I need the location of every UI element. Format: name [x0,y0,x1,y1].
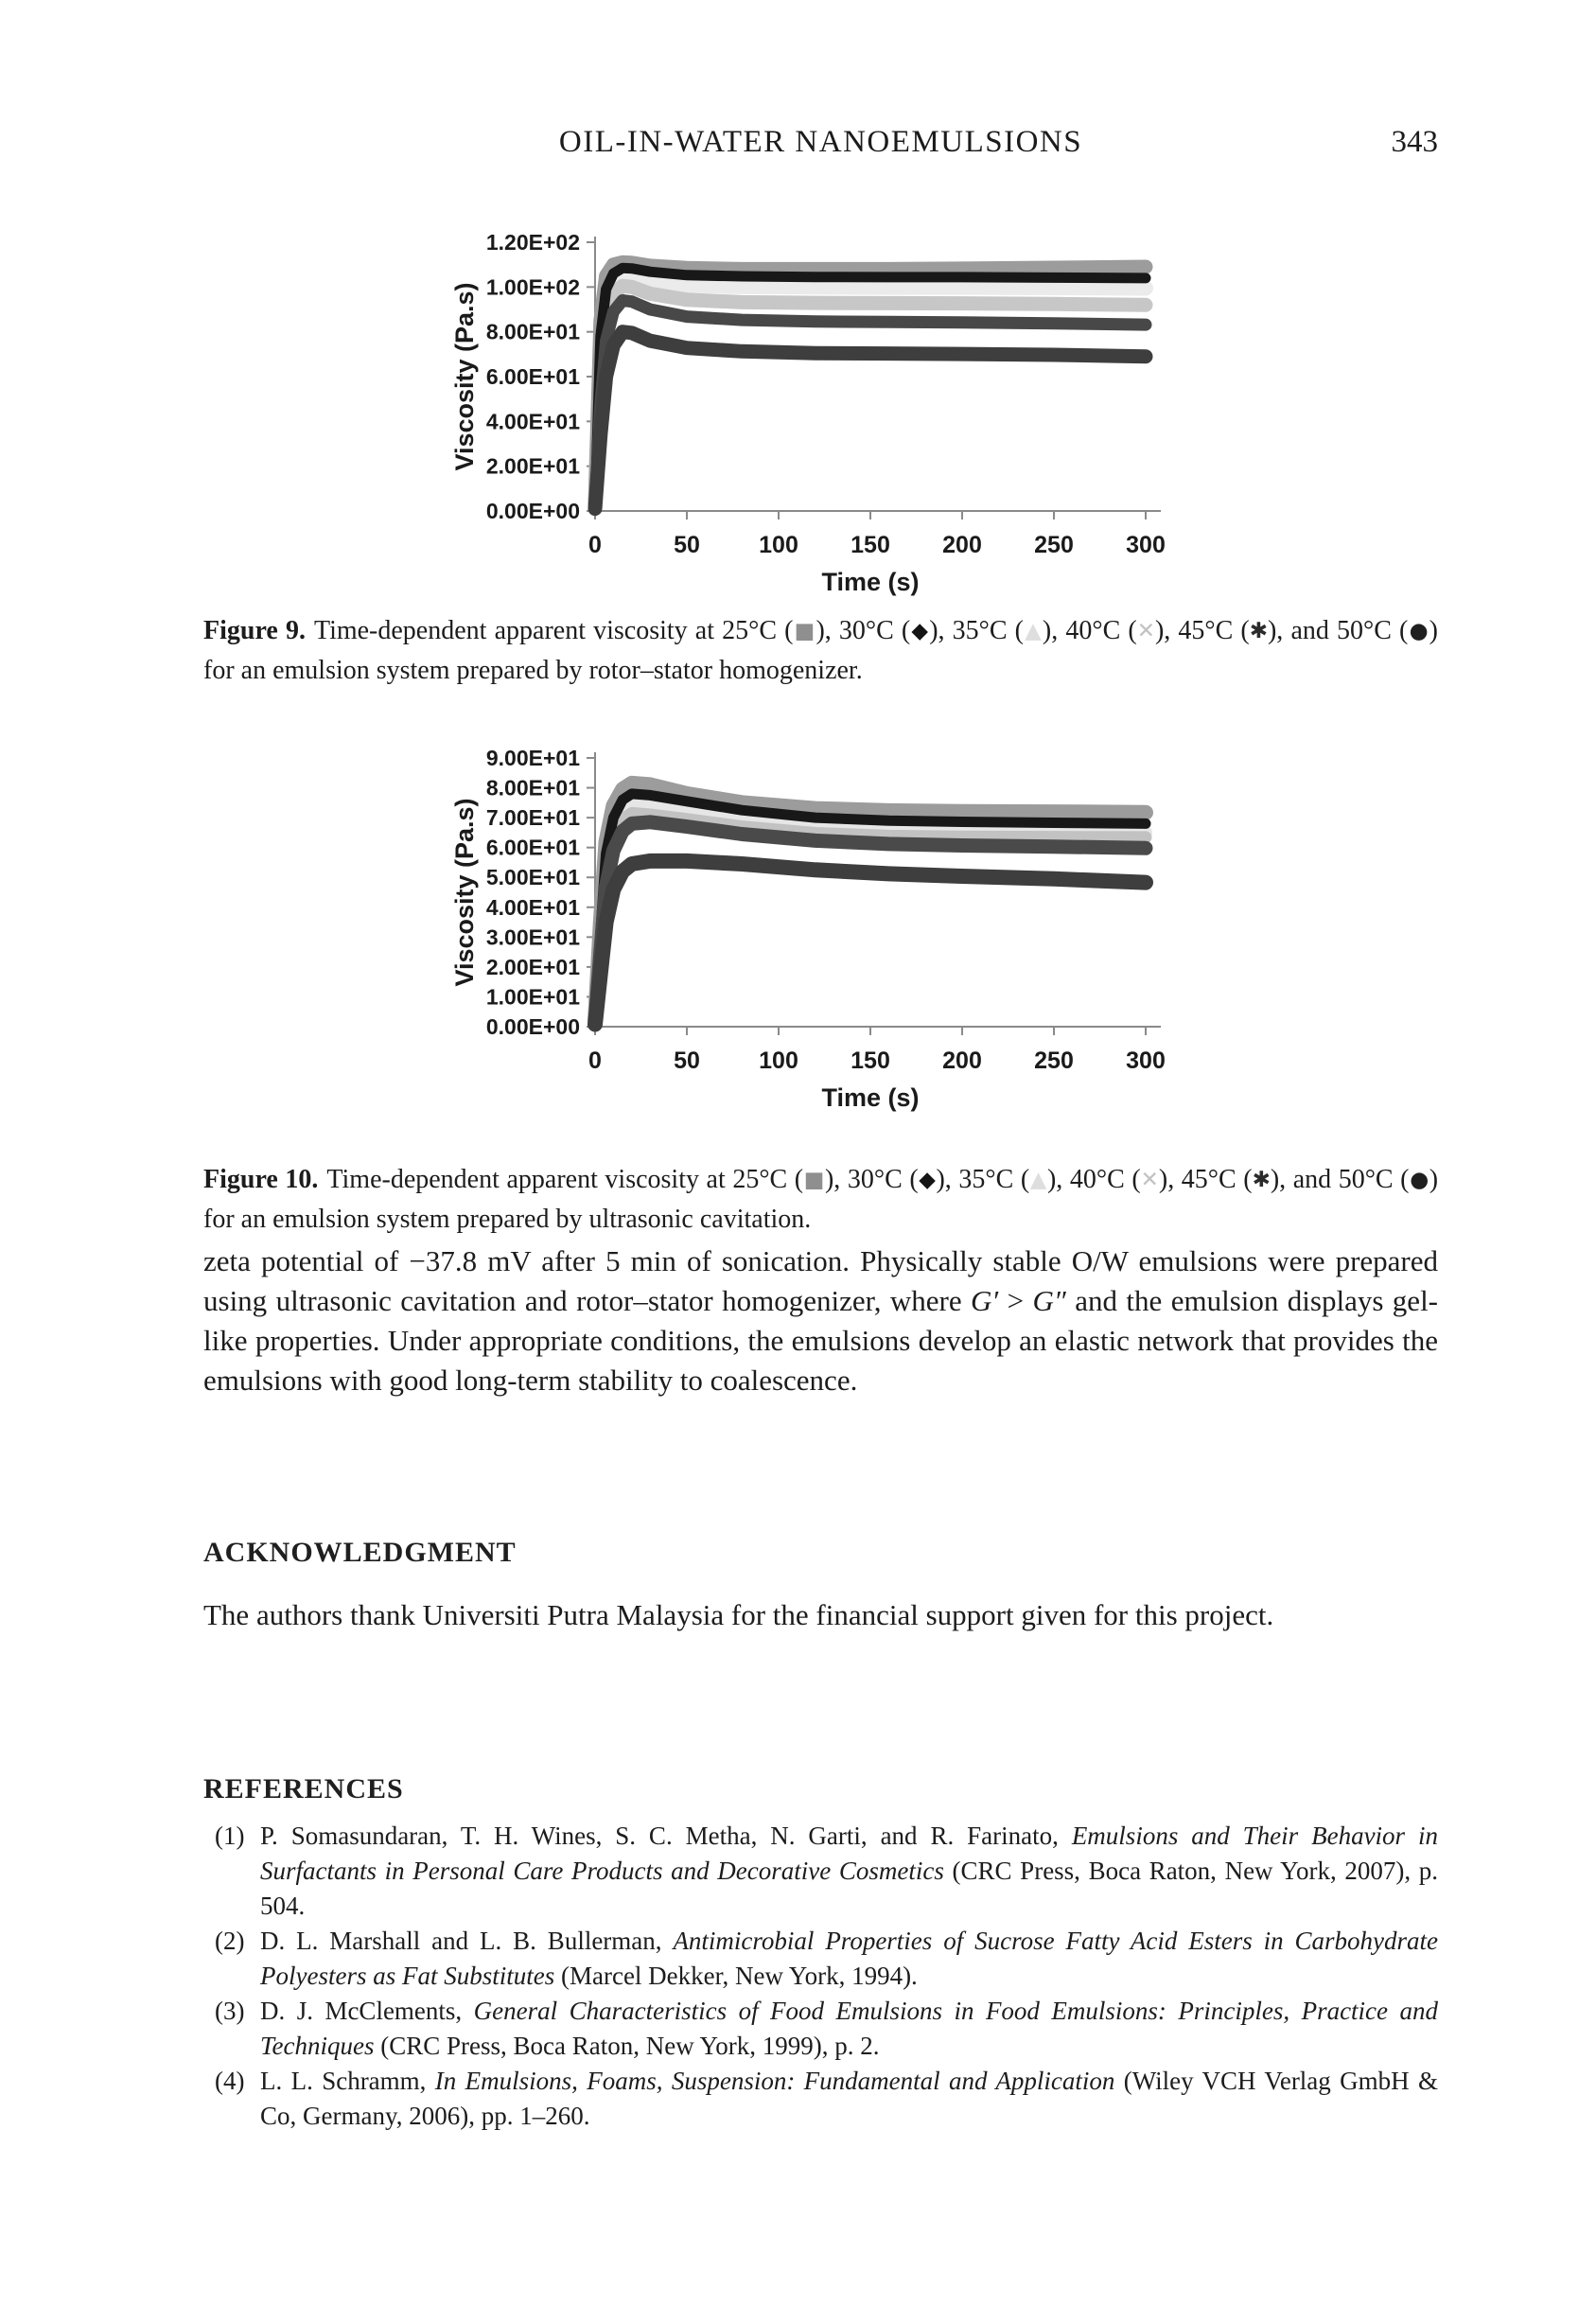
text-segment: ), 30°C ( [816,616,911,645]
y-tick-label: 8.00E+01 [485,319,580,344]
marker-circle-50c: ● [1408,619,1429,643]
chart-canvas [416,736,1192,1134]
text-segment: Figure 9. [203,616,306,645]
acknowledgment-heading: ACKNOWLEDGMENT [203,1537,517,1568]
x-tick-label: 50 [674,1047,700,1074]
figure10-caption [203,1160,1438,1239]
marker-diamond-30c: ◆ [918,1168,937,1192]
reference-item [203,1924,1438,1994]
page-number: 343 [1391,125,1438,159]
series-50°C [595,861,1146,1025]
marker-asterisk-45c: ✱ [1249,619,1268,643]
running-head-title: OIL-IN-WATER NANOEMULSIONS [558,125,1083,159]
y-tick-label: 1.00E+01 [485,984,580,1010]
body-paragraph [203,1241,1438,1400]
marker-square-25c: ■ [793,619,816,643]
text-segment: ), and 50°C ( [1270,1165,1410,1194]
marker-diamond-30c: ◆ [910,619,930,643]
y-tick-label: 8.00E+01 [485,775,580,801]
y-tick-label: 4.00E+01 [485,894,580,920]
running-head [203,125,1438,167]
text-segment: P. Somasundaran, T. H. Wines, S. C. Metha, N. Garti, and R. Farinato, [260,1822,1072,1850]
x-tick-label: 0 [588,532,602,558]
marker-asterisk-45c: ✱ [1252,1168,1271,1192]
text-segment: > [998,1284,1033,1317]
text-segment: In Emulsions, Foams, Suspension: Fundamental and Application [434,2067,1115,2095]
y-tick-label: 6.00E+01 [485,835,580,860]
x-tick-label: 100 [759,1047,798,1074]
text-segment: Figure 10. [203,1165,319,1194]
reference-item [203,1994,1438,2064]
text-segment: (CRC Press, Boca Raton, New York, 2007), p. 504. [260,1857,1438,1920]
y-tick-label: 0.00E+00 [485,1014,580,1039]
text-segment: Time-dependent apparent viscosity at 25°C ( [313,616,794,645]
x-tick-label: 200 [942,1047,982,1074]
y-tick-label: 5.00E+01 [485,865,580,890]
text-segment: (CRC Press, Boca Raton, New York, 1999), p. 2. [374,2032,880,2060]
series-45°C [595,822,1146,1024]
text-segment: D. L. Marshall and L. B. Bullerman, [260,1927,674,1955]
marker-circle-50c: ● [1409,1168,1429,1192]
x-tick-label: 0 [588,1047,602,1074]
marker-triangle-35c: ▲ [1029,1168,1047,1192]
x-axis-title: Time (s) [821,1083,920,1112]
marker-triangle-35c: ▲ [1023,619,1043,643]
text-segment: ) for an emulsion system prepared by ultrasonic cavitation. [203,1165,1439,1234]
marker-cross-40c: ✕ [1140,1168,1159,1192]
y-tick-label: 0.00E+00 [485,499,580,523]
reference-number: (3) [215,1997,245,2025]
reference-number: (1) [215,1822,245,1850]
text-segment: Time-dependent apparent viscosity at 25°C ( [326,1165,804,1194]
figure9-caption [203,611,1438,690]
text-segment: ) for an emulsion system prepared by rotor–stator homogenizer. [203,616,1438,685]
y-axis-title: Viscosity (Pa.s) [450,798,479,987]
text-segment: G″ [1032,1284,1066,1317]
x-tick-label: 100 [759,532,798,558]
x-tick-label: 50 [674,532,700,558]
series-45°C [595,301,1146,508]
reference-number: (2) [215,1927,245,1955]
text-segment: L. L. Schramm, [260,2067,435,2095]
text-segment: Emulsions and Their Behavior in Surfactants in Personal Care Products and Decorative Cosmetics [260,1822,1438,1885]
x-tick-label: 200 [942,532,982,558]
text-segment: ), 35°C ( [929,616,1024,645]
text-segment: and the emulsion displays gel-like properties. Under appropriate conditions, the emulsions develop an elastic network that provides the emulsions with good long-term stability to coalescence. [203,1284,1439,1397]
x-axis-title: Time (s) [821,568,920,596]
x-tick-label: 250 [1034,1047,1074,1074]
text-segment: (Wiley VCH Verlag GmbH & Co, Germany, 2006), pp. 1–260. [260,2067,1438,2130]
y-axis-title: Viscosity (Pa.s) [450,282,479,471]
text-segment: General Characteristics of Food Emulsions in Food Emulsions: Principles, Practice and Techniques [260,1997,1438,2060]
reference-list [203,1819,1438,2134]
text-segment: ), 40°C ( [1046,1165,1141,1194]
text-segment: Antimicrobial Properties of Sucrose Fatty Acid Esters in Carbohydrate Polyesters as Fat Substitutes [260,1927,1438,1990]
x-tick-label: 150 [851,532,890,558]
text-segment: ), 35°C ( [936,1165,1030,1194]
reference-number: (4) [215,2067,245,2095]
y-tick-label: 2.00E+01 [485,453,580,479]
text-segment: ), 40°C ( [1042,616,1137,645]
x-tick-label: 250 [1034,532,1074,558]
text-segment: ), and 50°C ( [1267,616,1409,645]
y-tick-label: 1.00E+02 [485,274,580,300]
figure10-chart [416,736,1192,1134]
references-heading: REFERENCES [203,1773,404,1804]
y-tick-label: 4.00E+01 [485,409,580,434]
y-tick-label: 3.00E+01 [485,924,580,950]
reference-item [203,1819,1438,1924]
y-tick-label: 2.00E+01 [485,954,580,979]
acknowledgment-text: The authors thank Universiti Putra Malaysia for the financial support given for this project. [203,1598,1274,1631]
marker-cross-40c: ✕ [1136,619,1155,643]
text-segment: ), 45°C ( [1158,1165,1253,1194]
text-segment: D. J. McClements, [260,1997,474,2025]
y-tick-label: 1.20E+02 [485,230,580,255]
y-tick-label: 7.00E+01 [485,805,580,831]
y-tick-label: 9.00E+01 [485,746,580,770]
x-tick-label: 300 [1126,532,1166,558]
text-segment: G′ [971,1284,999,1317]
chart-canvas [416,220,1192,618]
figure9-chart [416,220,1192,618]
y-tick-label: 6.00E+01 [485,364,580,389]
text-segment: ), 45°C ( [1154,616,1250,645]
series-50°C [595,332,1146,509]
x-tick-label: 150 [851,1047,890,1074]
text-segment: (Marcel Dekker, New York, 1994). [554,1962,918,1990]
marker-square-25c: ■ [803,1168,825,1192]
reference-item [203,2064,1438,2134]
text-segment: zeta potential of −37.8 mV after 5 min of sonication. Physically stable O/W emulsions were prepared using ultrasonic cavitation and rotor–stator homogenizer, where [203,1244,1438,1317]
text-segment: ), 30°C ( [824,1165,919,1194]
x-tick-label: 300 [1126,1047,1166,1074]
